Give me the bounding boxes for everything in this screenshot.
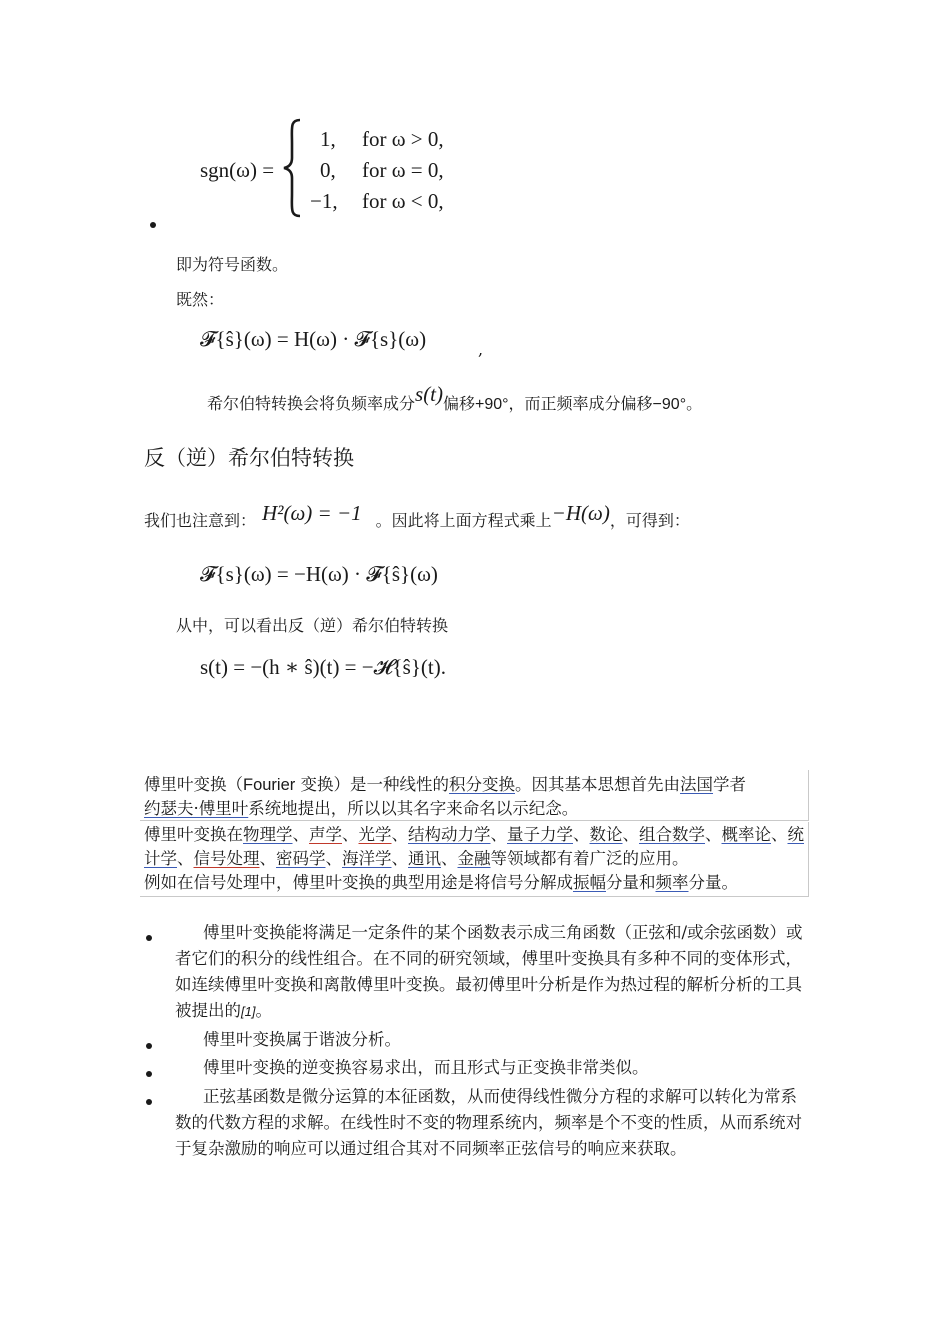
text: 学者	[713, 775, 747, 794]
list-item-text: 傅里叶变换能将满足一定条件的某个函数表示成三角函数（正弦和/或余弦函数）或者它们的积分的线性组合。在不同的研究领域，傅里叶变换具有多种不同的变体形式，如连续傅里叶变换和离散傅里叶变换。最初傅里叶分析是作为热过程的解析分析的工具被提出的	[175, 923, 803, 1020]
text: 系统地提出，所以以其名字来命名以示纪念。	[248, 799, 579, 818]
reference-link[interactable]: [1]	[241, 1004, 256, 1019]
list-item	[175, 1055, 809, 1081]
notice-before: 我们也注意到：	[144, 511, 257, 530]
link-field[interactable]: 统计学	[144, 825, 804, 868]
shift-text-after: 偏移+90°，而正频率成分偏移−90°。	[443, 396, 703, 413]
shift-symbol: s(t)	[415, 382, 444, 406]
bullet-dot	[150, 222, 156, 228]
case-value: −1,	[310, 189, 338, 213]
equation-hilbert-fourier: 𝓕{ŝ}(ω) = H(ω) · 𝓕{s}(ω)	[200, 327, 427, 351]
text: Fourier	[243, 776, 296, 794]
text: 傅里叶变换（	[144, 775, 243, 794]
case-value: 0,	[320, 158, 336, 182]
text: 。	[255, 1001, 272, 1020]
bullet-dot	[146, 935, 152, 941]
equation-comma: ,	[478, 340, 484, 359]
link-france[interactable]: 法国	[680, 775, 714, 794]
bullet-dot	[146, 1099, 152, 1105]
text-phase-shift	[207, 382, 703, 415]
list-item	[175, 920, 809, 1025]
text-notice	[144, 501, 690, 532]
sgn-lhs: sgn(ω) =	[200, 158, 275, 182]
bullet-dot	[146, 1043, 152, 1049]
link-field[interactable]: 结构动力学	[408, 825, 491, 844]
heading-inverse-hilbert: 反（逆）希尔伯特转换	[144, 446, 354, 470]
list-item	[175, 1027, 809, 1053]
sgn-case-2	[320, 158, 336, 183]
text: 变换）是一种线性的	[295, 775, 450, 794]
link-joseph-fourier[interactable]: 约瑟夫·傅里叶	[144, 799, 249, 818]
sgn-case-1	[320, 127, 336, 152]
sgn-case-2-cond: for ω = 0,	[362, 158, 444, 182]
text: 等领域都有着广泛的应用。	[490, 849, 689, 868]
sgn-case-3-cond: for ω < 0,	[362, 189, 444, 213]
link-field[interactable]: 数论	[589, 825, 623, 844]
text-since: 既然：	[176, 290, 225, 309]
list-item	[175, 1084, 809, 1162]
text: 分量。	[688, 873, 738, 892]
link-field[interactable]: 物理学	[243, 825, 293, 844]
sgn-case-3	[310, 189, 338, 214]
link-field[interactable]: 量子力学	[507, 825, 573, 844]
text: 例如在信号处理中，傅里叶变换的典型用途是将信号分解成	[144, 873, 573, 892]
text: 。因其基本思想首先由	[515, 775, 681, 794]
bullet-dot	[146, 1071, 152, 1077]
link-field[interactable]: 海洋学	[342, 849, 392, 868]
notice-middle: 。因此将上面方程式乘上	[375, 511, 552, 530]
link-field[interactable]: 信号处理	[193, 849, 260, 868]
shift-text-before: 希尔伯特转换会将负频率成分	[207, 394, 416, 413]
link-field[interactable]: 组合数学	[639, 825, 705, 844]
notice-equation: H²(ω) = −1	[262, 501, 362, 525]
list-item-text: 傅里叶变换的逆变换容易求出，而且形式与正变换非常类似。	[203, 1058, 649, 1077]
link-field[interactable]: 光学	[358, 825, 392, 844]
equation-inverse-hilbert: s(t) = −(h ∗ ŝ)(t) = −𝓗{ŝ}(t).	[200, 655, 446, 679]
sgn-case-1-cond: for ω > 0,	[362, 127, 444, 151]
list-item-text: 正弦基函数是微分运算的本征函数，从而使得线性微分方程的求解可以转化为常系数的代数方程的求解。在线性时不变的物理系统内，频率是个不变的性质，从而系统对于复杂激励的响应可以通过组合其对不同频率正弦信号的响应来获取。	[175, 1087, 802, 1158]
equation-inverse-fourier: 𝓕{s}(ω) = −H(ω) · 𝓕{ŝ}(ω)	[200, 562, 438, 586]
link-field[interactable]: 金融	[457, 849, 491, 868]
text-sign-function: 即为符号函数。	[176, 255, 289, 274]
link-field[interactable]: 声学	[309, 825, 342, 844]
link-amplitude[interactable]: 振幅	[573, 873, 606, 892]
text: 傅里叶变换在	[144, 825, 243, 844]
brace-symbol	[282, 118, 304, 218]
fourier-paragraph-2: 傅里叶变换在物理学、声学、光学、结构动力学、量子力学、数论、组合数学、概率论、统计学、信号处理、密码学、海洋学、通讯、金融等领域都有着广泛的应用。 例如在信号处理中，傅里叶变换的典型用途是将信号分解成振幅分量和频率分量。	[144, 825, 804, 892]
link-field[interactable]: 通讯	[408, 849, 441, 868]
link-field[interactable]: 密码学	[276, 849, 326, 868]
notice-after: ，可得到：	[609, 511, 690, 530]
link-field[interactable]: 概率论	[721, 825, 771, 844]
link-frequency[interactable]: 频率	[655, 873, 689, 892]
list-item-text: 傅里叶变换属于谐波分析。	[203, 1030, 401, 1049]
fourier-paragraph-1	[144, 773, 810, 821]
text-from: 从中，可以看出反（逆）希尔伯特转换	[176, 616, 449, 635]
text: 分量和	[606, 873, 656, 892]
case-value: 1,	[320, 127, 336, 151]
notice-equation-2: −H(ω)	[551, 501, 610, 525]
link-integral-transform[interactable]: 积分变换	[449, 775, 516, 794]
